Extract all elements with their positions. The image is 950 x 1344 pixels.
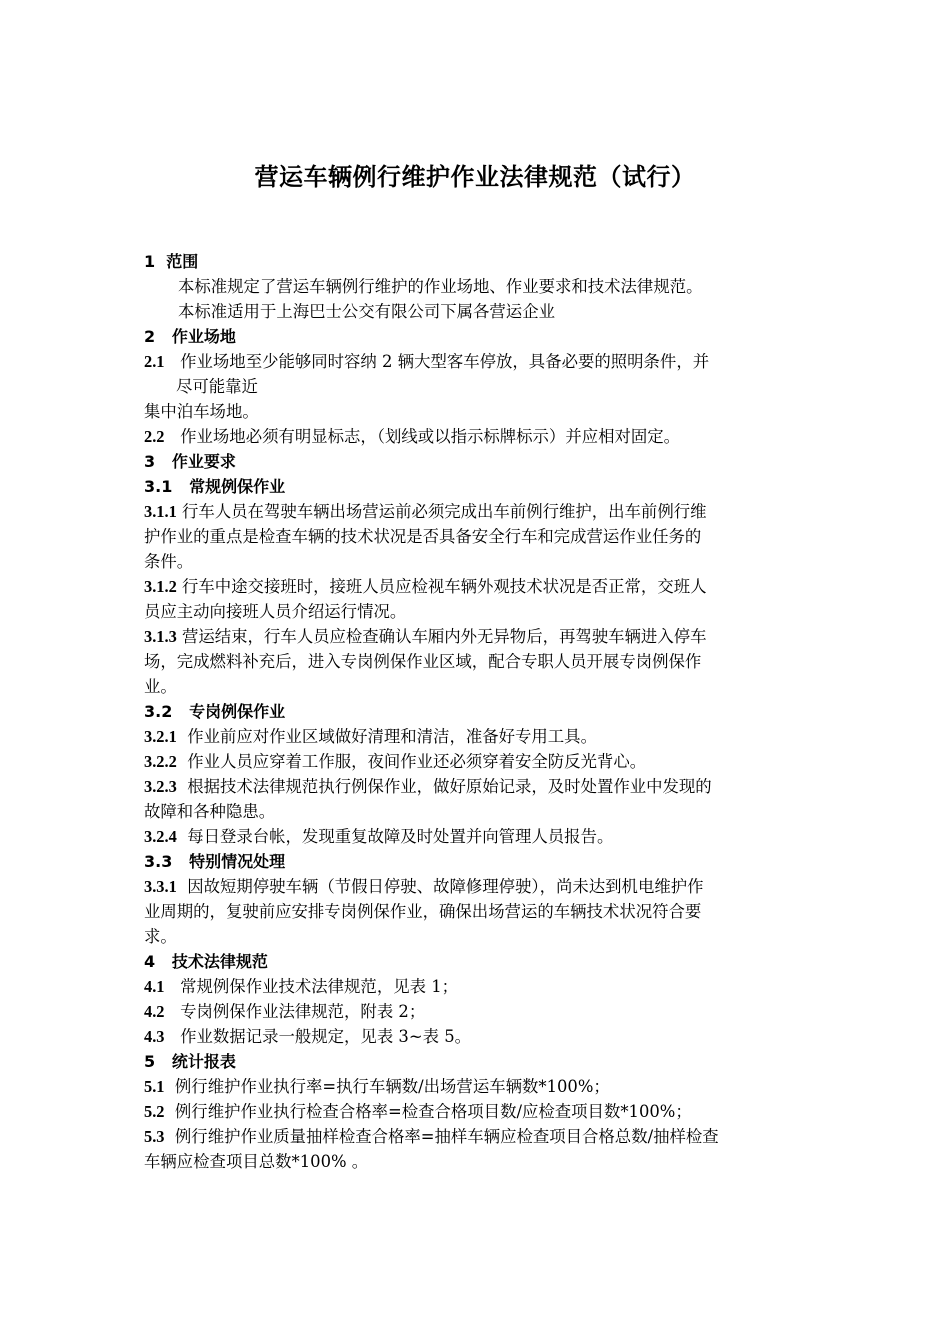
- clause-line: 3.1.2 行车中途交接班时，接班人员应检视车辆外观技术状况是否正常，交班人: [144, 577, 707, 596]
- clause-line: 场，完成燃料补充后，进入专岗例保作业区域，配合专职人员开展专岗例保作: [144, 652, 702, 671]
- clause-line: 2.2 作业场地必须有明显标志，（划线或以指示标牌标示）并应相对固定。: [144, 427, 681, 446]
- clause-line: 员应主动向接班人员介绍运行情况。: [144, 602, 407, 621]
- clause-line: 2.1 作业场地至少能够同时容纳 2 辆大型客车停放，具备必要的照明条件，并: [144, 352, 710, 371]
- clause-line: 5.2 例行维护作业执行检查合格率=检查合格项目数/应检查项目数*100%；: [144, 1102, 692, 1121]
- clause-line: 4.2 专岗例保作业法律规范，附表 2；: [144, 1002, 426, 1021]
- paragraph-line: 本标准适用于上海巴士公交有限公司下属各营运企业: [178, 302, 555, 321]
- paragraph-line: 本标准规定了营运车辆例行维护的作业场地、作业要求和技术法律规范。: [178, 277, 703, 296]
- subsection-heading: 3.2 专岗例保作业: [144, 702, 286, 721]
- document-title: 营运车辆例行维护作业法律规范（试行）: [254, 163, 696, 191]
- clause-line: 3.3.1 因故短期停驶车辆（节假日停驶、故障修理停驶），尚未达到机电维护作: [144, 877, 704, 896]
- clause-line: 业周期的，复驶前应安排专岗例保作业，确保出场营运的车辆技术状况符合要: [144, 902, 702, 921]
- clause-line: 3.1.1 行车人员在驾驶车辆出场营运前必须完成出车前例行维护，出车前例行维: [144, 502, 707, 521]
- clause-line: 4.3 作业数据记录一般规定，见表 3~表 5。: [144, 1027, 472, 1046]
- clause-line: 3.2.3 根据技术法律规范执行例保作业，做好原始记录，及时处置作业中发现的: [144, 777, 712, 796]
- clause-line: 3.2.1 作业前应对作业区域做好清理和清洁，准备好专用工具。: [144, 727, 597, 746]
- section-heading: 5 统计报表: [144, 1052, 236, 1071]
- clause-line: 车辆应检查项目总数*100% 。: [144, 1152, 369, 1171]
- section-heading: 2 作业场地: [144, 327, 236, 346]
- clause-line: 条件。: [144, 552, 194, 571]
- subsection-heading: 3.1 常规例保作业: [144, 477, 286, 496]
- clause-line: 护作业的重点是检查车辆的技术状况是否具备安全行车和完成营运作业任务的: [144, 527, 702, 546]
- clause-line: 4.1 常规例保作业技术法律规范，见表 1；: [144, 977, 459, 996]
- clause-line: 3.2.4 每日登录台帐，发现重复故障及时处置并向管理人员报告。: [144, 827, 614, 846]
- clause-line: 业。: [144, 677, 177, 696]
- clause-line: 求。: [144, 927, 177, 946]
- clause-line: 3.1.3 营运结束，行车人员应检查确认车厢内外无异物后，再驾驶车辆进入停车: [144, 627, 707, 646]
- clause-line: 故障和各种隐患。: [144, 802, 276, 821]
- document-body: [144, 249, 808, 1174]
- clause-line: 3.2.2 作业人员应穿着工作服，夜间作业还必须穿着安全防反光背心。: [144, 752, 647, 771]
- clause-line: 集中泊车场地。: [144, 402, 259, 421]
- section-heading: 1 范围: [144, 252, 199, 271]
- subsection-heading: 3.3 特别情况处理: [144, 852, 286, 871]
- clause-line: 5.3 例行维护作业质量抽样检查合格率=抽样车辆应检查项目合格总数/抽样检查: [144, 1127, 719, 1146]
- clause-line: 尽可能靠近: [176, 377, 258, 396]
- section-heading: 4 技术法律规范: [144, 952, 268, 971]
- clause-line: 5.1 例行维护作业执行率=执行车辆数/出场营运车辆数*100%；: [144, 1077, 610, 1096]
- section-heading: 3 作业要求: [144, 452, 236, 471]
